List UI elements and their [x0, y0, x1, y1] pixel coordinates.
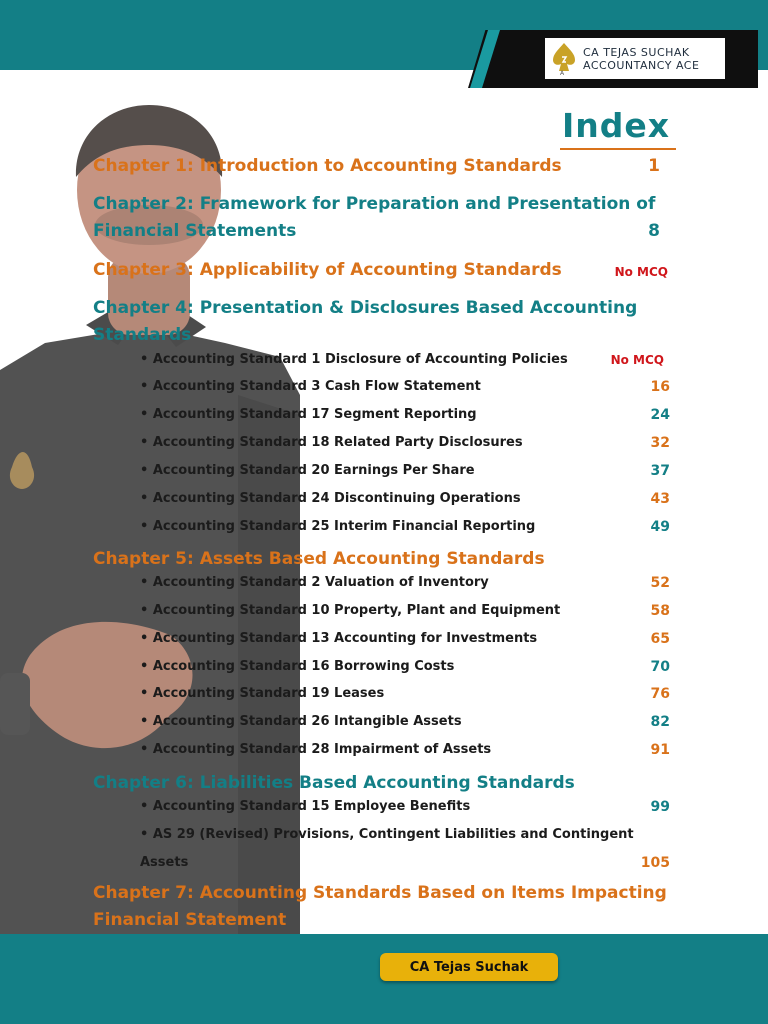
item-label: • Accounting Standard 19 Leases [140, 686, 385, 701]
list-item [140, 461, 670, 481]
list-item [140, 657, 670, 677]
item-label: • Accounting Standard 2 Valuation of Inventory [140, 575, 489, 590]
item-label: • Accounting Standard 17 Segment Reporting [140, 407, 477, 422]
item-label: • Accounting Standard 13 Accounting for Investments [140, 631, 538, 646]
item-label: • Accounting Standard 26 Intangible Assets [140, 714, 462, 729]
list-item [140, 377, 670, 397]
page-number: 58 [650, 603, 670, 619]
chapter-7 [93, 880, 670, 934]
list-item [140, 489, 670, 509]
chapter-title-continued: Financial Statements [93, 221, 297, 241]
chapter-title: Chapter 1: Introduction to Accounting Standards [93, 156, 562, 176]
item-label: • Accounting Standard 25 Interim Financial Reporting [140, 519, 536, 534]
page-number: 1 [648, 156, 660, 176]
chapter-5 [93, 546, 670, 573]
chapter-title-continued: Standards [93, 325, 192, 345]
brand-name: CA TEJAS SUCHAK [583, 45, 690, 59]
list-item [140, 573, 670, 593]
author-badge [380, 953, 558, 981]
list-item [140, 629, 670, 649]
chapter-title: Chapter 2: Framework for Preparation and Presentation of [93, 194, 656, 214]
page-number: 52 [650, 575, 670, 591]
item-label: • Accounting Standard 1 Disclosure of Accounting Policies [140, 352, 568, 367]
page-number: 91 [650, 742, 670, 758]
svg-text:A: A [560, 69, 565, 76]
chapter-title: Chapter 7: Accounting Standards Based on Items Impacting [93, 883, 667, 903]
page-number: No MCQ [610, 353, 664, 367]
chapter-3 [93, 257, 670, 284]
list-item [140, 712, 670, 732]
chapter-title: Chapter 6: Liabilities Based Accounting Standards [93, 773, 575, 793]
page-number: 105 [640, 855, 670, 871]
item-label: • Accounting Standard 28 Impairment of Assets [140, 742, 492, 757]
list-item [140, 405, 670, 425]
list-item [140, 601, 670, 621]
chapter-title: Chapter 5: Assets Based Accounting Standards [93, 549, 545, 569]
page-number: 70 [650, 659, 670, 675]
chapter-2 [93, 191, 670, 245]
list-item [140, 433, 670, 453]
index-title: Index [562, 106, 671, 145]
chapter-1 [93, 153, 670, 180]
page-number: 32 [650, 435, 670, 451]
page-number: 76 [650, 686, 670, 702]
list-item [140, 825, 670, 873]
list-item [140, 797, 670, 817]
item-label: • Accounting Standard 16 Borrowing Costs [140, 659, 455, 674]
chapter-title: Chapter 3: Applicability of Accounting Standards [93, 260, 562, 280]
page-number: 82 [650, 714, 670, 730]
page-number: 49 [650, 519, 670, 535]
chapter-4 [93, 295, 670, 349]
list-item [140, 350, 670, 370]
list-item [140, 517, 670, 537]
page-number: No MCQ [614, 265, 668, 279]
page-number: 99 [650, 799, 670, 815]
page-number: 43 [650, 491, 670, 507]
item-label: • AS 29 (Revised) Provisions, Contingent Liabilities and Contingent [140, 827, 634, 842]
chapter-title: Chapter 4: Presentation & Disclosures Based Accounting [93, 298, 638, 318]
item-label: • Accounting Standard 24 Discontinuing Operations [140, 491, 521, 506]
page-number: 37 [650, 463, 670, 479]
page-number: 24 [650, 407, 670, 423]
item-label: • Accounting Standard 3 Cash Flow Statement [140, 379, 481, 394]
title-underline [560, 148, 676, 150]
item-label: • Accounting Standard 10 Property, Plant and Equipment [140, 603, 561, 618]
item-label: • Accounting Standard 18 Related Party Disclosures [140, 435, 523, 450]
page-number: 8 [648, 221, 660, 241]
page-number: 65 [650, 631, 670, 647]
item-label: • Accounting Standard 20 Earnings Per Share [140, 463, 475, 478]
chapter-title-continued: Financial Statement [93, 910, 287, 930]
brand-logo [545, 38, 725, 79]
item-label: • Accounting Standard 15 Employee Benefits [140, 799, 471, 814]
page-number: 16 [650, 379, 670, 395]
list-item [140, 740, 670, 760]
ace-spade-icon [551, 42, 577, 76]
brand-tagline: ACCOUNTANCY ACE [583, 58, 700, 72]
list-item [140, 684, 670, 704]
author-name: CA Tejas Suchak [409, 959, 529, 975]
chapter-6 [93, 770, 670, 797]
item-label-continued: Assets [140, 855, 189, 870]
